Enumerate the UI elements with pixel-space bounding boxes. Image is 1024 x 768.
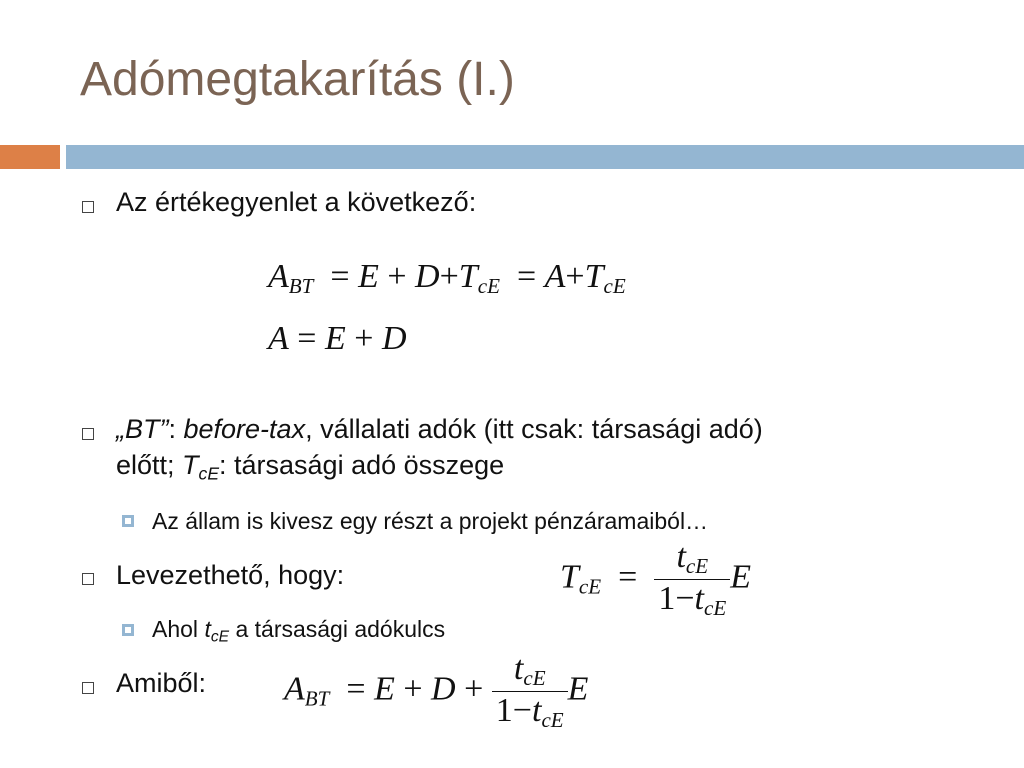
accent-bar-orange bbox=[0, 145, 60, 169]
bullet-4-text: Amiből: bbox=[116, 668, 207, 698]
fraction: $\frac{\text{tcE}}{\text{1−tcE}}$ bbox=[654, 538, 730, 621]
slide-title: Adómegtakarítás (I.) bbox=[80, 53, 515, 106]
sub-bullet-square-icon bbox=[122, 515, 134, 527]
equation-1: ABT = E + D+TcE = A+TcE bbox=[268, 258, 626, 298]
sub-bullet-2-text: Ahol $t_{cE}$ a társasági adókulcs bbox=[152, 616, 446, 646]
sub-bullet-1-text: Az állam is kivesz egy részt a projekt pénzáramaiból… bbox=[152, 508, 709, 534]
bullet-3-text: Levezethető, hogy: bbox=[116, 560, 345, 590]
sub-bullet-square-icon bbox=[122, 624, 134, 636]
equation-4: ABT = E + D + $\frac{\text{tcE}}{\text{1−tcE}}$ E bbox=[284, 650, 589, 733]
bullet-square-icon bbox=[82, 682, 94, 694]
accent-bar-blue bbox=[66, 145, 1024, 169]
bullet-1-text: Az értékegyenlet a következő: bbox=[116, 187, 477, 217]
equation-2: A = E + D bbox=[268, 320, 407, 357]
bullet-square-icon bbox=[82, 201, 94, 213]
equation-3: TcE = $\frac{\text{tcE}}{\text{1−tcE}}$ E bbox=[560, 538, 751, 621]
bullet-2-text: „BT”: before-tax, vállalati adók (itt csak: társasági adó) előtt; TcE: társasági adó összege bbox=[116, 414, 763, 484]
bullet-square-icon bbox=[82, 428, 94, 440]
bullet-square-icon bbox=[82, 573, 94, 585]
fraction: $\frac{\text{tcE}}{\text{1−tcE}}$ bbox=[492, 650, 568, 733]
